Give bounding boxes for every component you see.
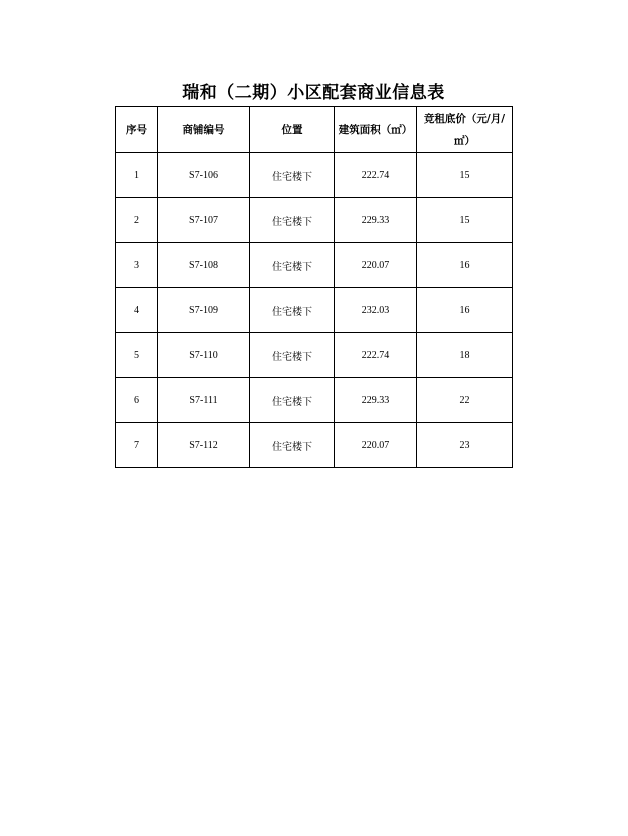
table-row — [116, 423, 513, 468]
cell-location: 住宅楼下 — [250, 378, 335, 423]
cell-area: 220.07 — [335, 243, 417, 288]
cell-area: 229.33 — [335, 198, 417, 243]
cell-location: 住宅楼下 — [250, 153, 335, 198]
cell-index: 2 — [116, 198, 158, 243]
cell-base-price: 18 — [417, 333, 513, 378]
cell-shop-code: S7-109 — [158, 288, 250, 333]
cell-base-price: 15 — [417, 198, 513, 243]
cell-shop-code: S7-110 — [158, 333, 250, 378]
table-row — [116, 243, 513, 288]
header-shop-code: 商铺编号 — [158, 107, 250, 153]
header-area: 建筑面积（㎡） — [335, 107, 417, 153]
cell-area: 220.07 — [335, 423, 417, 468]
document-title: 瑞和（二期）小区配套商业信息表 — [182, 83, 445, 103]
header-index: 序号 — [116, 107, 158, 153]
header-location: 位置 — [250, 107, 335, 153]
table-row — [116, 198, 513, 243]
header-base-price: 竞租底价（元/月/㎡） — [417, 107, 513, 153]
cell-base-price: 23 — [417, 423, 513, 468]
cell-shop-code: S7-112 — [158, 423, 250, 468]
cell-index: 4 — [116, 288, 158, 333]
cell-index: 1 — [116, 153, 158, 198]
cell-base-price: 16 — [417, 288, 513, 333]
cell-index: 3 — [116, 243, 158, 288]
cell-location: 住宅楼下 — [250, 333, 335, 378]
cell-shop-code: S7-108 — [158, 243, 250, 288]
cell-location: 住宅楼下 — [250, 288, 335, 333]
table-row — [116, 333, 513, 378]
table-row — [116, 153, 513, 198]
cell-area: 222.74 — [335, 153, 417, 198]
cell-base-price: 16 — [417, 243, 513, 288]
cell-area: 232.03 — [335, 288, 417, 333]
cell-area: 229.33 — [335, 378, 417, 423]
cell-area: 222.74 — [335, 333, 417, 378]
cell-shop-code: S7-111 — [158, 378, 250, 423]
cell-location: 住宅楼下 — [250, 243, 335, 288]
table-row — [116, 378, 513, 423]
table-header-row — [116, 107, 513, 153]
cell-index: 6 — [116, 378, 158, 423]
cell-location: 住宅楼下 — [250, 423, 335, 468]
cell-index: 5 — [116, 333, 158, 378]
cell-base-price: 15 — [417, 153, 513, 198]
cell-base-price: 22 — [417, 378, 513, 423]
cell-shop-code: S7-106 — [158, 153, 250, 198]
table-row — [116, 288, 513, 333]
cell-index: 7 — [116, 423, 158, 468]
shop-info-table — [115, 106, 513, 468]
cell-location: 住宅楼下 — [250, 198, 335, 243]
cell-shop-code: S7-107 — [158, 198, 250, 243]
